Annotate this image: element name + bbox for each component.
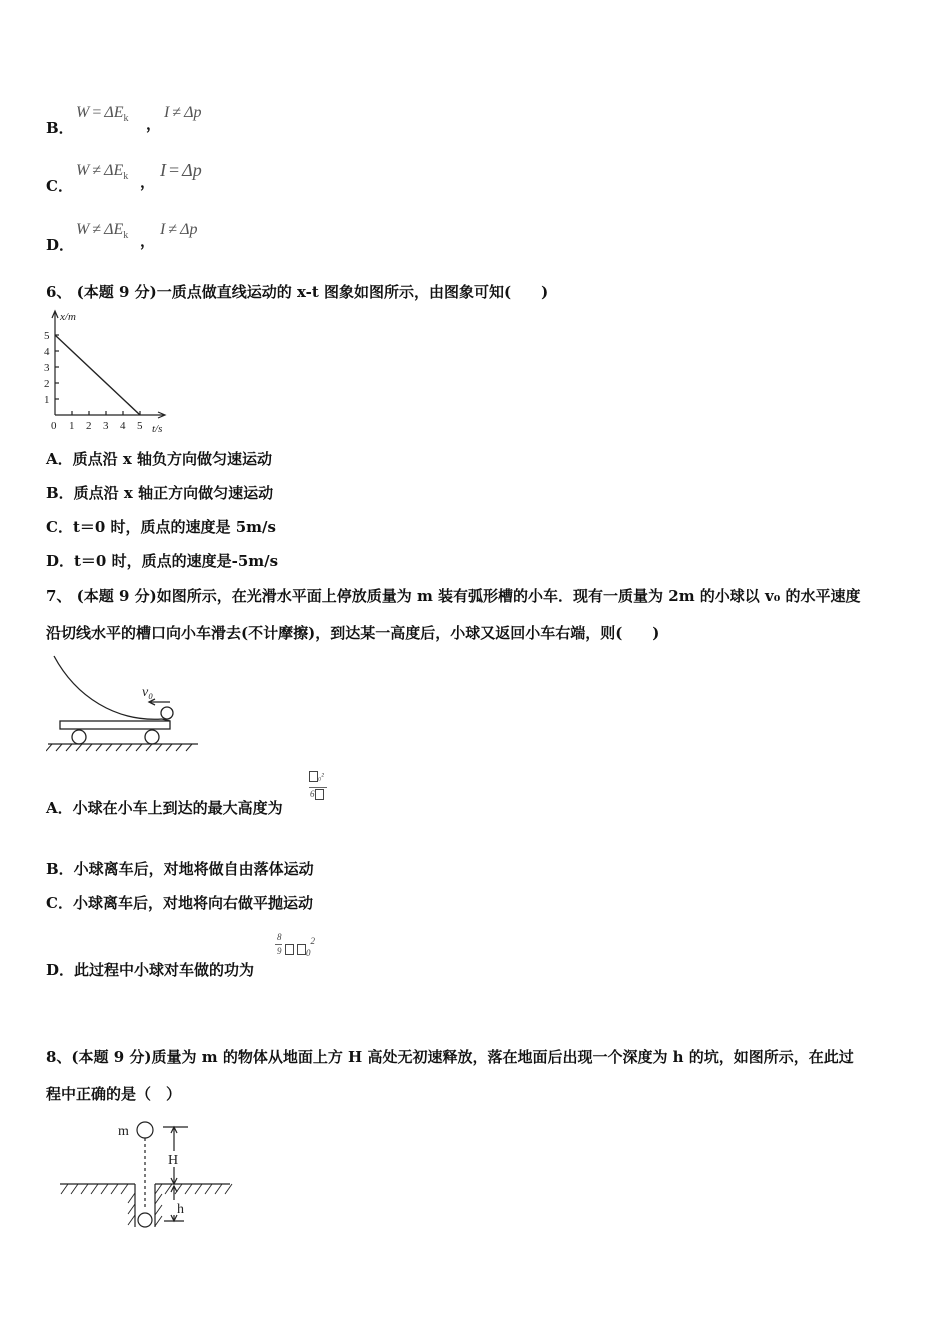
q6-option-d: D．t＝0 时，质点的速度是-5m/s (46, 552, 279, 570)
q8-pit-figure (56, 1115, 236, 1235)
work-energy-expr: $W \ne \Delta E_k$ (76, 162, 129, 182)
q8-stem-line1: 8、(本题 9 分)质量为 m 的物体从地面上方 H 高处无初速释放，落在地面后出现一个深度为 h 的坑，如图所示，在此过 (46, 1048, 854, 1066)
q6-stem: 6、 (本题 9 分)一质点做直线运动的 x-t 图象如图所示，由图象可知( ) (46, 283, 549, 301)
x-tick: 2 (86, 420, 92, 432)
y-tick: 1 (44, 394, 50, 406)
y-axis-label: x/m (60, 311, 76, 323)
work-energy-expr: $W = \Delta E_k$ (76, 104, 129, 124)
x-tick: 1 (69, 420, 75, 432)
comma: ， (140, 232, 156, 250)
q7-option-a: A．小球在小车上到达的最大高度为 (46, 799, 283, 817)
mass-label: m (118, 1124, 129, 1139)
q6-option-a: A．质点沿 x 轴负方向做匀速运动 (46, 450, 273, 468)
y-tick: 3 (44, 362, 50, 374)
x-tick: 5 (137, 420, 143, 432)
x-axis-label: t/s (152, 423, 163, 435)
q7-option-c: C．小球离车后，对地将向右做平抛运动 (46, 894, 313, 912)
work-energy-expr: $W \ne \Delta E_k$ (76, 221, 129, 241)
option-letter: C． (46, 177, 73, 195)
q7-stem-line2: 沿切线水平的槽口向小车滑去(不计摩擦)，到达某一高度后，小球又返回小车右端，则( ) (46, 624, 660, 642)
q7-cart-figure (46, 652, 206, 752)
x-tick: 3 (103, 420, 109, 432)
q8-stem-line2: 程中正确的是（ ） (46, 1085, 182, 1103)
x-tick: 0 (51, 420, 57, 432)
option-letter: D． (46, 236, 75, 254)
height-H-label: H (168, 1153, 179, 1168)
y-tick: 4 (44, 346, 50, 358)
y-tick: 5 (44, 330, 50, 342)
y-tick: 2 (44, 378, 50, 390)
depth-h-label: h (177, 1202, 184, 1217)
x-tick: 4 (120, 420, 126, 432)
comma: ， (146, 115, 162, 133)
q6-option-c: C．t＝0 时，质点的速度是 5m/s (46, 518, 276, 536)
q7-option-d: D．此过程中小球对车做的功为 (46, 961, 255, 979)
impulse-momentum-expr: I ≠ Δp (164, 104, 202, 121)
q7-stem-line1: 7、 (本题 9 分)如图所示，在光滑水平面上停放质量为 m 装有弧形槽的小车．现有一质量为 2m 的小球以 v₀ 的水平速度 (46, 587, 861, 605)
v0-label: v₀ (142, 685, 154, 700)
impulse-momentum-expr: I ≠ Δp (160, 221, 198, 238)
option-letter: B． (46, 119, 74, 137)
q7-option-b: B．小球离车后，对地将做自由落体运动 (46, 860, 314, 878)
comma: ， (140, 173, 156, 191)
q6-option-b: B．质点沿 x 轴正方向做匀速运动 (46, 484, 274, 502)
q6-xt-graph (40, 308, 175, 436)
impulse-momentum-expr: I = Δp (160, 160, 202, 180)
